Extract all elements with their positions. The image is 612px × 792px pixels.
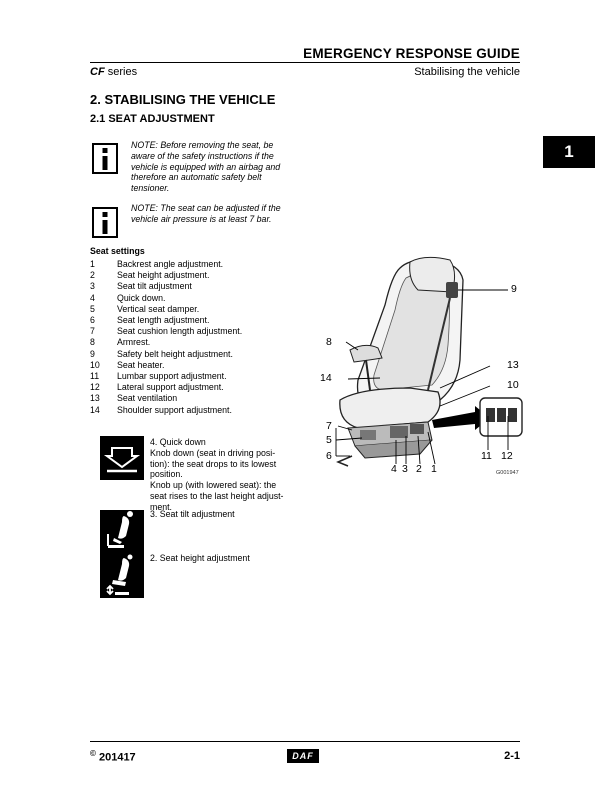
- seat-settings-list: [90, 259, 242, 416]
- chapter-subtitle: Stabilising the vehicle: [414, 66, 520, 78]
- seat-tilt-description: 3. Seat tilt adjustment: [150, 509, 235, 519]
- series-label: [90, 66, 137, 78]
- seat-settings-title: Seat settings: [90, 246, 145, 256]
- callout-4: 4: [391, 463, 397, 475]
- list-item: 1 Backrest angle adjustment.: [90, 259, 224, 269]
- daf-logo: DAF: [287, 749, 319, 763]
- page-number: 2-1: [504, 750, 520, 762]
- list-item: 9 Safety belt height adjustment.: [90, 348, 233, 359]
- quick-down-icon: [100, 436, 144, 480]
- list-item: 4 Quick down.: [90, 292, 166, 303]
- callout-7: 7: [326, 420, 332, 432]
- callout-12: 12: [501, 450, 513, 462]
- list-item: 10 Seat heater.: [90, 359, 165, 370]
- list-item: 5 Vertical seat damper.: [90, 303, 200, 314]
- callout-10: 10: [507, 379, 519, 391]
- list-item: 3 Seat tilt adjustment: [90, 281, 192, 292]
- list-item: 7 Seat cushion length adjustment.: [90, 326, 243, 337]
- callout-11: 11: [481, 450, 492, 462]
- header-rule: [90, 62, 520, 63]
- list-item: 8 Armrest.: [90, 337, 151, 348]
- list-item: 6 Seat length adjustment.: [90, 315, 210, 326]
- note-air-pressure: NOTE: The seat can be adjusted if the vehicle air pressure is at least 7 bar.: [131, 203, 281, 224]
- quick-down-description: 4. Quick down Knob down (seat in driving posi- tion): the seat drops to its lowest position. Knob up (with lowered seat): the seat rises to the last height adjust- ment.: [150, 437, 284, 512]
- callout-8: 8: [326, 336, 332, 348]
- list-item: 14 Shoulder support adjustment.: [90, 404, 232, 415]
- subsection-heading: 2.1 SEAT ADJUSTMENT: [90, 113, 215, 125]
- callout-2: 2: [416, 463, 422, 475]
- note-airbag: NOTE: Before removing the seat, be aware of the safety instructions if the vehicle is equipped with an airbag and therefore an automatic safety belt tensioner.: [131, 140, 281, 194]
- callout-13: 13: [507, 359, 519, 371]
- series-name: CF: [90, 66, 105, 78]
- callout-6: 6: [326, 450, 332, 462]
- callout-3: 3: [402, 463, 408, 475]
- seat-tilt-icon: [100, 510, 144, 554]
- series-suffix: series: [107, 66, 138, 78]
- list-item: 12 Lateral support adjustment.: [90, 382, 224, 393]
- info-icon: [92, 207, 118, 238]
- callout-5: 5: [326, 434, 332, 446]
- figure-code: G001947: [496, 470, 519, 476]
- footer-rule: [90, 741, 520, 742]
- seat-height-icon: [100, 554, 144, 598]
- list-item: 11 Lumbar support adjustment.: [90, 371, 227, 382]
- callout-1: 1: [431, 463, 437, 475]
- seat-illustration: [300, 250, 540, 475]
- list-item: 13 Seat ventilation: [90, 393, 178, 404]
- list-item: 2 Seat height adjustment.: [90, 270, 210, 281]
- guide-title: EMERGENCY RESPONSE GUIDE: [303, 46, 520, 61]
- callout-9: 9: [511, 283, 517, 295]
- section-heading: 2. STABILISING THE VEHICLE: [90, 92, 276, 107]
- info-icon: [92, 143, 118, 174]
- copyright: © 201417: [90, 749, 136, 764]
- chapter-tab: 1: [543, 136, 595, 168]
- callout-14: 14: [320, 372, 332, 384]
- seat-height-description: 2. Seat height adjustment: [150, 553, 250, 563]
